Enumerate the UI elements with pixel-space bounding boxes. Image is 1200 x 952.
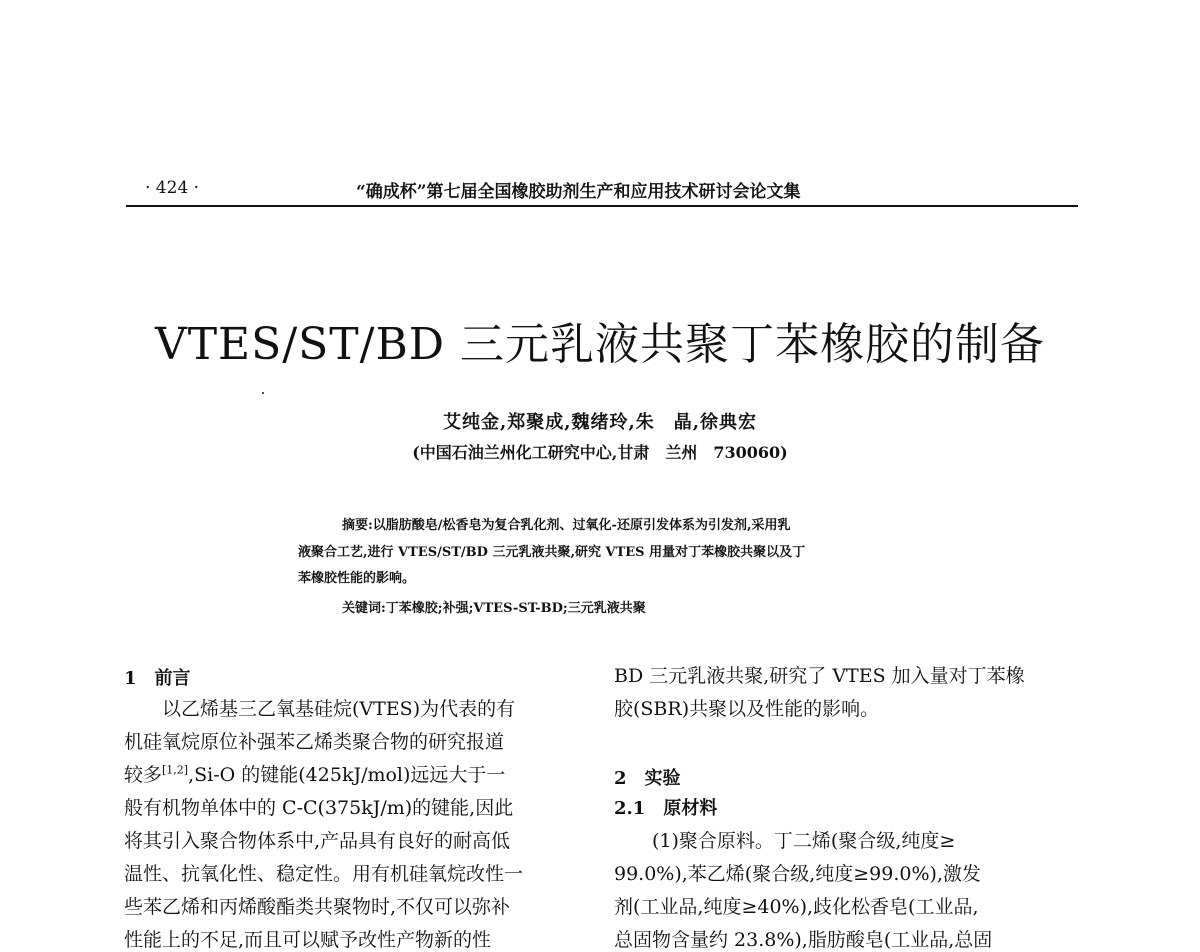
body-line: (1)聚合原料。丁二烯(聚合级,纯度≥ [652, 830, 956, 852]
subsection-heading-materials: 2.1 原材料 [614, 798, 718, 819]
section-heading-experiment: 2 实验 [614, 768, 681, 789]
author-list: 艾纯金,郑聚成,魏绪玲,朱 晶,徐典宏 [442, 412, 758, 433]
body-line: 般有机物单体中的 C-C(375kJ/m)的键能,因此 [124, 797, 514, 819]
body-line: 机硅氧烷原位补强苯乙烯类聚合物的研究报道 [124, 731, 505, 753]
scan-speck [262, 392, 264, 394]
abstract-line: 摘要:以脂肪酸皂/松香皂为复合乳化剂、过氧化-还原引发体系为引发剂,采用乳 [342, 518, 791, 533]
body-line: 将其引入聚合物体系中,产品具有良好的耐高低 [124, 830, 511, 852]
body-line [124, 760, 505, 787]
body-line: 胶(SBR)共聚以及性能的影响。 [614, 698, 880, 720]
section-heading-intro: 1 前言 [124, 668, 191, 689]
affiliation: (中国石油兰州化工研究中心,甘肃 兰州 730060) [412, 443, 788, 462]
body-line: 温性、抗氧化性、稳定性。用有机硅氧烷改性一 [124, 863, 524, 885]
header-rule [126, 205, 1078, 207]
body-line: 性能上的不足,而且可以赋予改性产物新的性 [124, 929, 492, 951]
body-text: 较多 [124, 764, 163, 786]
body-line: 剂(工业品,纯度≥40%),歧化松香皂(工业品, [614, 896, 979, 918]
body-line: 总固物含量约 23.8%),脂肪酸皂(工业品,总固 [614, 929, 993, 951]
body-line: BD 三元乳液共聚,研究了 VTES 加入量对丁苯橡 [614, 665, 1025, 687]
abstract-line: 液聚合工艺,进行 VTES/ST/BD 三元乳液共聚,研究 VTES 用量对丁苯橡胶共聚以及丁 [298, 545, 806, 560]
body-line: 些苯乙烯和丙烯酸酯类共聚物时,不仅可以弥补 [124, 896, 511, 918]
citation-superscript: [1,2] [162, 763, 189, 777]
paper-title: VTES/ST/BD 三元乳液共聚丁苯橡胶的制备 [154, 319, 1046, 370]
body-line: 99.0%),苯乙烯(聚合级,纯度≥99.0%),激发 [614, 863, 981, 885]
keywords: 关键词:丁苯橡胶;补强;VTES-ST-BD;三元乳液共聚 [342, 601, 646, 616]
page-number: · 424 · [145, 178, 200, 198]
running-header: “确成杯”第七届全国橡胶助剂生产和应用技术研讨会论文集 [356, 182, 801, 202]
body-text: ,Si-O 的键能(425kJ/mol)远远大于一 [188, 764, 506, 786]
abstract-line: 苯橡胶性能的影响。 [298, 571, 416, 586]
body-line: 以乙烯基三乙氧基硅烷(VTES)为代表的有 [124, 698, 516, 720]
